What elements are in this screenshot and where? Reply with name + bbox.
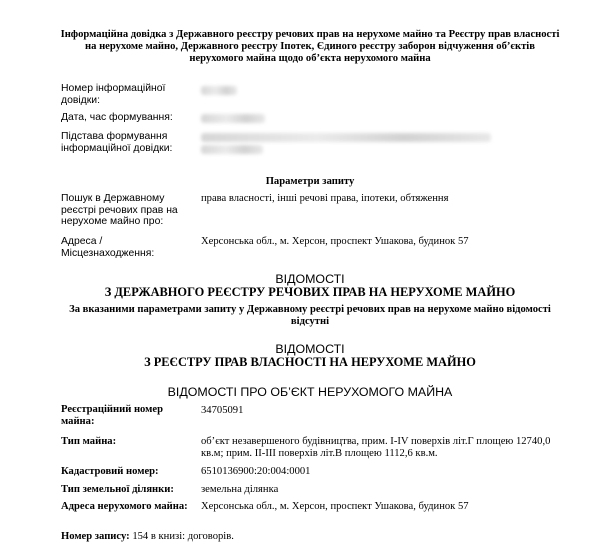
object-land-value: земельна ділянка — [201, 484, 279, 495]
section2-subtitle: З РЕЄСТРУ ПРАВ ВЛАСНОСТІ НА НЕРУХОМЕ МАЙНО — [144, 355, 476, 369]
redacted-info-number — [201, 86, 237, 95]
info-number-label: Номер інформаційної довідки: — [61, 83, 166, 106]
params-heading: Параметри запиту — [265, 176, 355, 187]
params-search-label: Пошук в Державному реєстрі речових прав на нерухоме майно про: — [61, 193, 178, 227]
object-reg-label: Реєстраційний номер майна: — [61, 404, 163, 427]
object-type-label: Тип майна: — [61, 436, 117, 447]
info-basis-label: Підстава формування інформаційної довідки: — [61, 131, 173, 154]
document-title: Інформаційна довідка з Державного реєстру речових прав на нерухоме майно та Реєстру прав власності на нерухоме майно, Державного реєстру Іпотек, Єдиного реєстру заборон відчуження об’єктів нерухомого майна щодо об’єкта нерухомого майна — [60, 29, 560, 64]
section1-subtitle: З ДЕРЖАВНОГО РЕЄСТРУ РЕЧОВИХ ПРАВ НА НЕРУХОМЕ МАЙНО — [104, 285, 516, 299]
object-reg-value: 34705091 — [201, 405, 244, 416]
section1-title: ВІДОМОСТІ — [275, 272, 345, 286]
redacted-info-basis-line1 — [201, 133, 491, 142]
section2-title: ВІДОМОСТІ — [275, 342, 345, 356]
params-search-value: права власності, інші речові права, іпотеки, обтяження — [201, 193, 449, 204]
info-datetime-label: Дата, час формування: — [61, 112, 173, 123]
object-heading: ВІДОМОСТІ ПРО ОБ’ЄКТ НЕРУХОМОГО МАЙНА — [167, 385, 453, 399]
params-address-label: Адреса / Місцезнаходження: — [61, 236, 155, 259]
object-land-label: Тип земельної ділянки: — [61, 484, 174, 495]
section1-note: За вказаними параметрами запиту у Державному реєстрі речових прав на нерухоме майно відомості відсутні — [69, 304, 551, 327]
redacted-info-datetime — [201, 114, 265, 123]
object-record-value: 154 в книзі: договорів. — [132, 531, 234, 542]
params-address-value: Херсонська обл., м. Херсон, проспект Ушакова, будинок 57 — [201, 236, 469, 247]
object-cadastral-value: 6510136900:20:004:0001 — [201, 466, 311, 477]
object-address-value: Херсонська обл., м. Херсон, проспект Ушакова, будинок 57 — [201, 501, 469, 512]
object-record-label: Номер запису: — [61, 531, 130, 542]
object-record-line — [61, 531, 561, 543]
object-address-label: Адреса нерухомого майна: — [61, 501, 188, 512]
redacted-info-basis-line2 — [201, 145, 263, 154]
object-cadastral-label: Кадастровий номер: — [61, 466, 159, 477]
object-type-value: об’єкт незавершеного будівництва, прим. І-ІV поверхів літ.Г площею 12740,0 кв.м; прим. ІІ-ІІІ поверхів літ.В площею 1112,6 кв.м. — [201, 436, 551, 459]
